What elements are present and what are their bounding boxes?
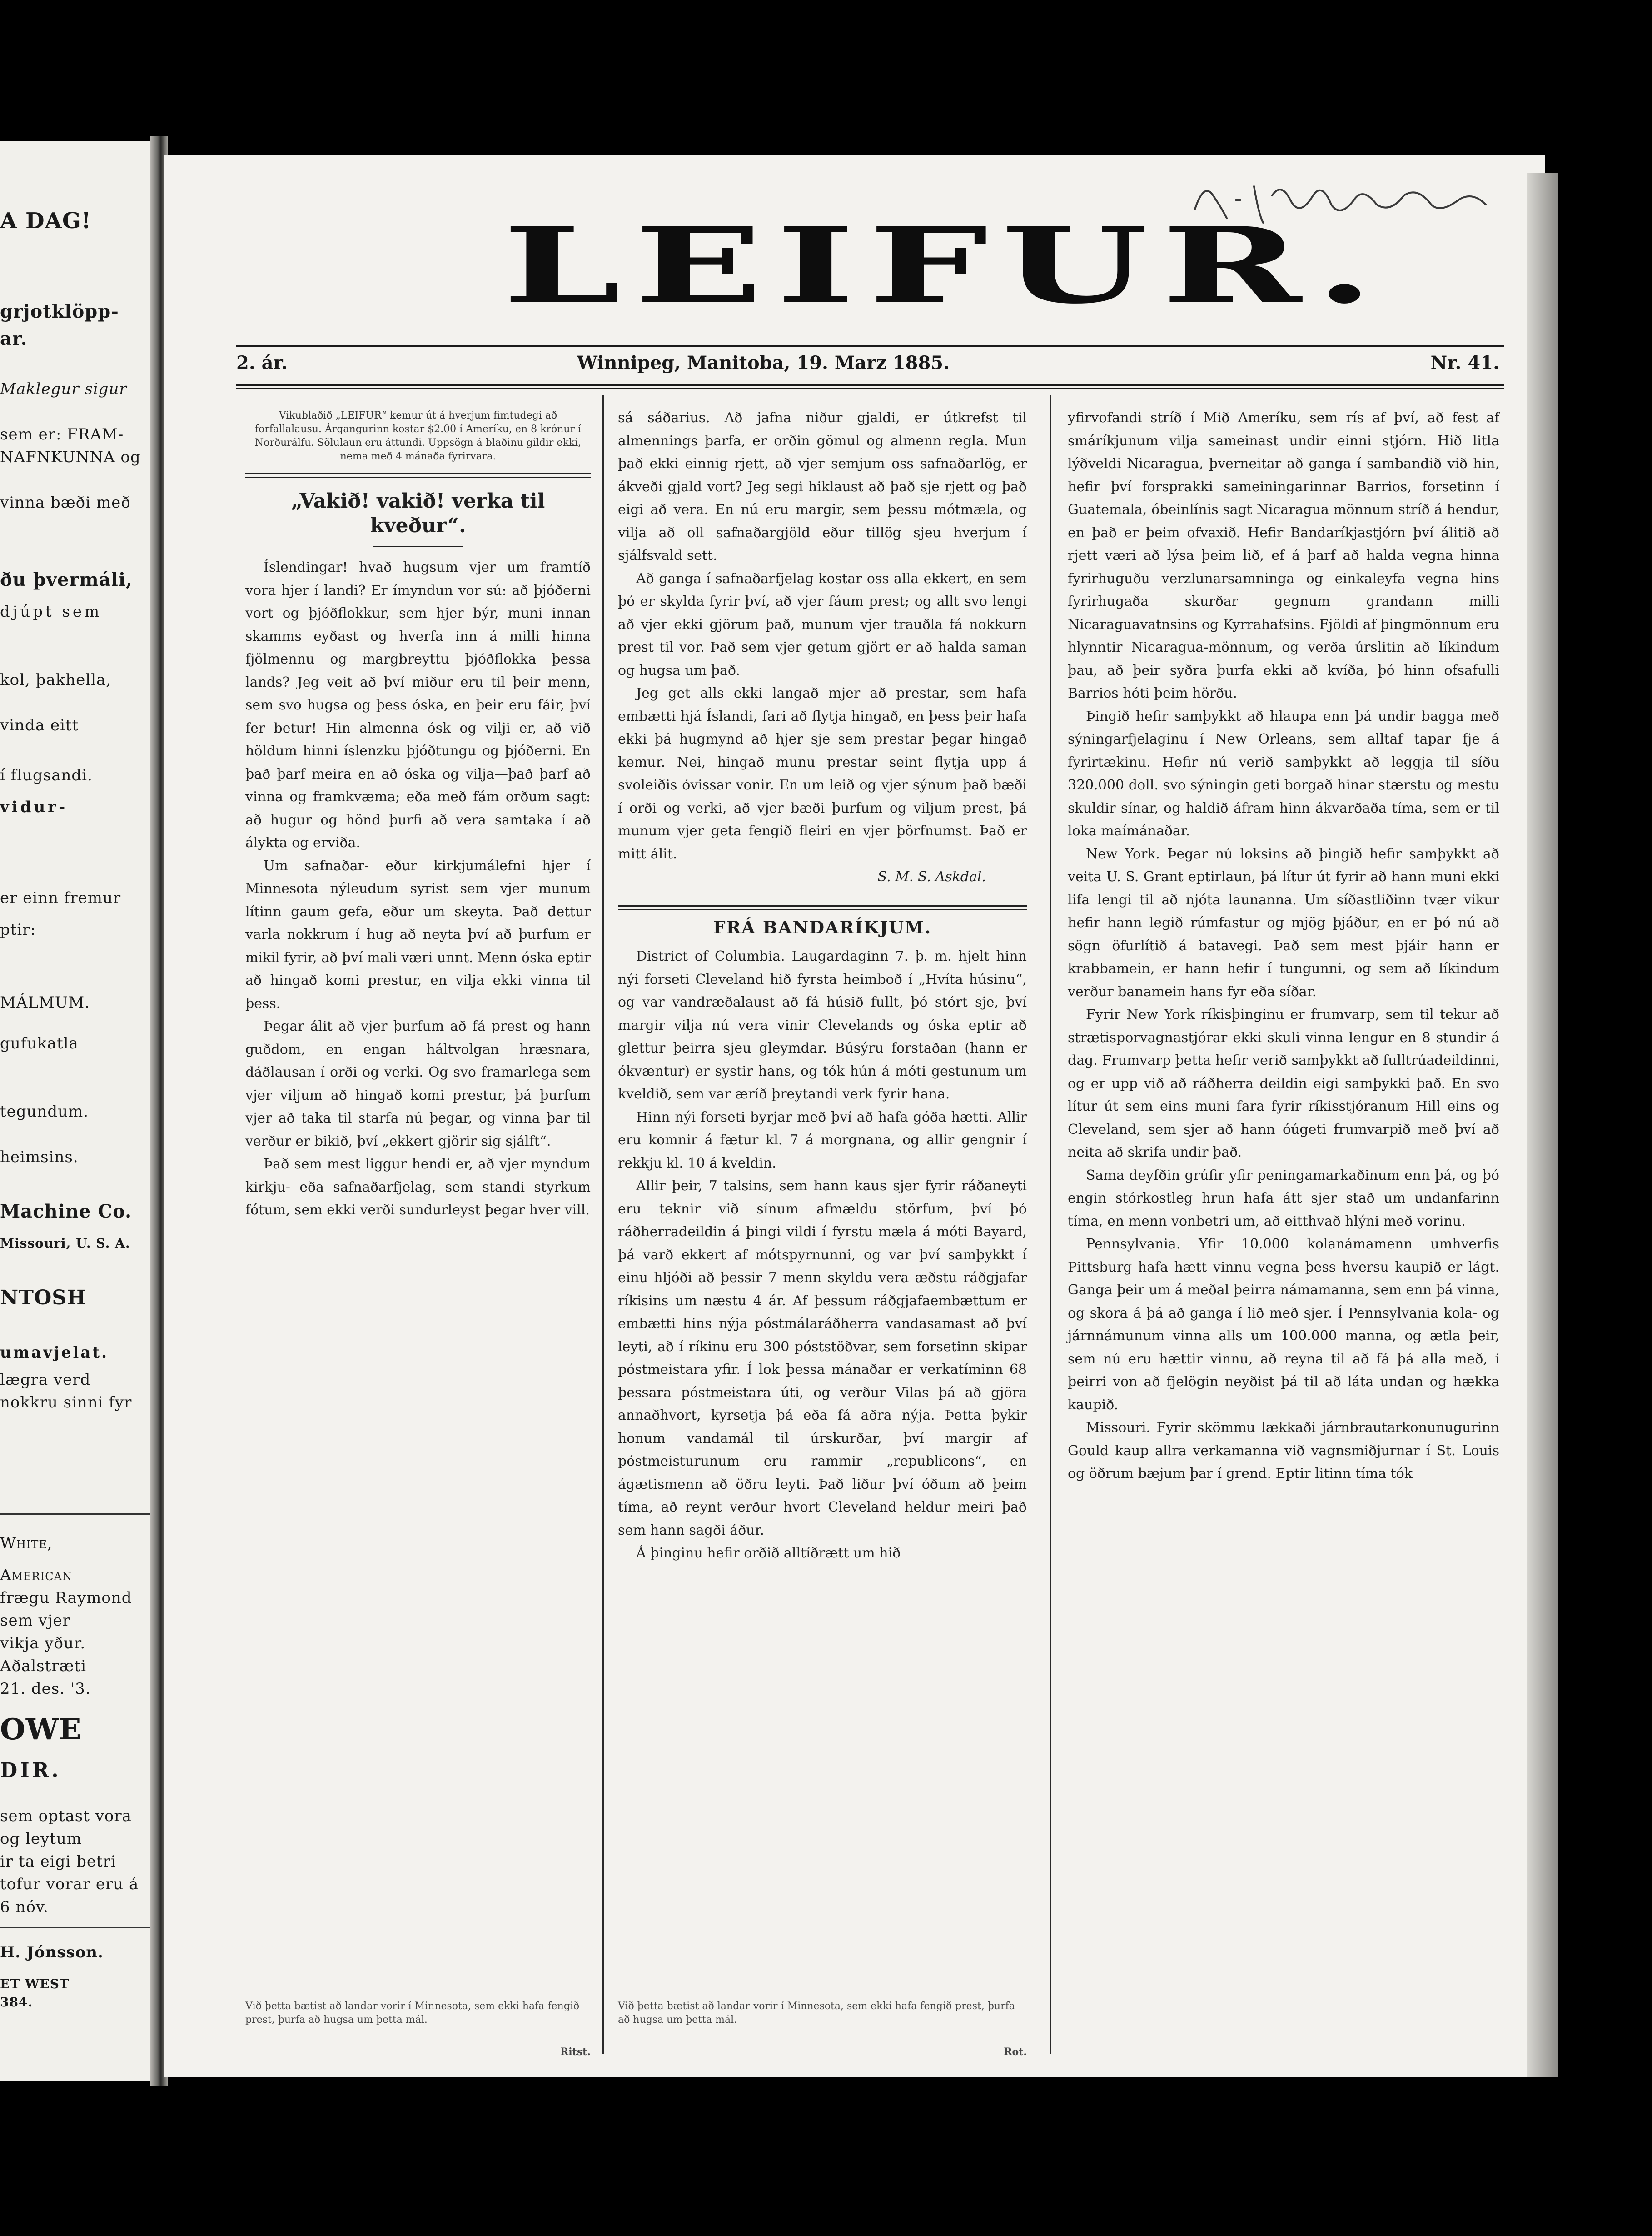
left-page-line: A DAG! — [0, 208, 91, 234]
article-paragraph: Pennsylvania. Yfir 10.000 kolanámamenn umhverfis Pittsburg hafa hætt vinnu vegna þess hversu kaupið er lágt. Ganga þeir um á meðal þeirra námamanna, sem enn þá vinna, og skora á þá að ganga í lið með sjer. Í Pennsylvania kola- og járnnámunum vinna alls um 100.000 manna, og ætla þeir, sem nú eru hættir vinnu, að reyna til að fá þá alla með, í þeirri von að fjelögin neyðist þá til að láta undan og hækka kaupið. — [1068, 1236, 1499, 1413]
left-page-line: NAFNKUNNA og — [0, 448, 141, 466]
column-3 — [1068, 407, 1499, 1486]
left-page-line: 6 nóv. — [0, 1898, 49, 1916]
article-paragraph: Þegar álit að vjer þurfum að fá prest og hann guðdom, en engan háltvolgan hræsnara, dáðlausan í orði og verki. Og svo framarlega sem vjer viljum að hingað komi prestur, þá þurfum vjer að taka til starfa nú þegar, og vinna þar til verður er bikið, því „ekkert gjörir sig sjálft“. — [245, 1018, 591, 1149]
left-page-line: vinna bæði með — [0, 494, 131, 512]
left-page-line: kol, þakhella, — [0, 671, 112, 689]
left-page-line: ptir: — [0, 921, 36, 939]
article-paragraph: District of Columbia. Laugardaginn 7. þ. m. hjelt hinn nýi forseti Cleveland hið fyrsta heimboð í „Hvíta húsinu“, og var vandræðalaust að fá húsið fullt, þó stórt sje, því margir vilja nú vera vinir Clevelands og óska eptir að glettur þeirra sjeu gleymdar. Búsýru forstaðan (hann er ókvæntur) er systir hans, og tók hún á móti gestunum um kveldið, sem var æríð þreytandi verk fyrir hana. — [618, 948, 1027, 1102]
footnote-sign: Rot. — [1004, 2046, 1027, 2058]
dateline — [236, 352, 1508, 379]
left-page-line: White, — [0, 1534, 53, 1552]
left-page-line: grjotklöpp- — [0, 301, 119, 322]
column-1 — [245, 409, 591, 1222]
footnote: Við þetta bætist að landar vorir í Minnesota, sem ekki hafa fengið prest, þurfa að hugsa um þetta mál. — [618, 2001, 1015, 2026]
left-page-line: sem vjer — [0, 1612, 70, 1630]
left-page-line: djúpt sem — [0, 603, 102, 621]
left-page-line: nokkru sinni fyr — [0, 1393, 132, 1412]
masthead-title: LEIFUR. — [503, 205, 1388, 327]
subscription-notice: Vikublaðið „LEIFUR“ kemur út á hverjum fimtudegi að forfallalausu. Árgangurinn kostar $2.00 í Ameríku, en 8 krónur í Norðurálfu. Sölulaun eru áttundi. Uppsögn á blaðinu gildir ekki, nema með 4 mánaða fyrirvara. — [254, 410, 582, 462]
left-page-line: Maklegur sigur — [0, 380, 127, 398]
article-paragraph: New York. Þegar nú loksins að þingið hefir samþykkt að veita U. S. Grant eptirlaun, þá lítur út fyrir að hann muni ekki lifa lengi til að njóta launanna. Um síðastliðinn tvær vikur hefir hann legið rúmfastur og mjög þjáður, en er þó nú að sögn öfurlítið á batavegi. Það sem mest þjáir hann er krabbamein, er hann hefir í tungunni, og sem að líkindum verður banamein hans fyr eða síðar. — [1068, 846, 1499, 1000]
left-page-line: tofur vorar eru á — [0, 1875, 139, 1893]
left-page-line: ðu þvermáli, — [0, 569, 133, 590]
article-paragraph: Þingið hefir samþykkt að hlaupa enn þá undir bagga með sýningarfjelaginu í New Orleans, sem alltaf tapar fje á fyrirtækinu. Hefir nú verið samþykkt að leggja til síðu 320.000 doll. svo sýningin geti borgað hinar stærstu og mestu skuldir sínar, og haldið áfram hinn ákvarðaða tíma, sem er til loka maímánaðar. — [1068, 708, 1499, 839]
left-page-line: MÁLMUM. — [0, 993, 90, 1012]
left-page-line: í flugsandi. — [0, 766, 93, 784]
article-paragraph: Það sem mest liggur hendi er, að vjer myndum kirkju- eða safnaðarfjelag, sem standi styrkum fótum, sem ekki verði sundurleyst þegar hver vill. — [245, 1156, 591, 1218]
left-page-line: 384. — [0, 1995, 33, 2010]
article-title: „Vakið! vakið! verka til kveður“. — [291, 489, 545, 537]
left-page-line: frægu Raymond — [0, 1589, 132, 1607]
article-paragraph: Íslendingar! hvað hugsum vjer um framtíð vora hjer í landi? Er ímyndun vor sú: að þjóðerni vort og þjóðflokkur, sem hjer býr, muni innan skamms eyðast og hverfa inn á milli hinna fjölmennu og margbreyttu þjóðflokka þessa lands? Jeg veit að því miður eru til þeir menn, sem svo hugsa og þess óska, en þeir eru fáir, því fer betur! Hin almenna ósk og vilji er, að við höldum hinni íslenzku þjóðtungu og þjóðerni. En það þarf meira en að óska og vilja—það þarf að vinna og framkvæma; eða með fám orðum sagt: að hugur og hönd þurfi að vera samtaka í að ályktа og erviða. — [245, 559, 591, 851]
left-page-line: sem optast vora — [0, 1807, 132, 1825]
article-paragraph: Um safnaðar- eður kirkjumálefni hjer í Minnesota nýleudum syrist sem vjer munum lítinn gaum gefa, eður um skeyta. Það dettur varla nokkrum í hug að neyta því að þurfum er mikil fyrir, að því mali væri unnt. Menn óska eptir að hingað komi prestur, en vilja ekki vinna til þess. — [245, 858, 591, 1012]
left-page-fragment — [0, 141, 157, 2081]
left-page-line: Machine Co. — [0, 1201, 132, 1222]
article-paragraph: Hinn nýi forseti byrjar með því að hafa góða hætti. Allir eru komnir á fætur kl. 7 á morgnana, og allir gengnir í rekkju kl. 10 á kveldin. — [618, 1109, 1027, 1171]
left-page-line: lægra verd — [0, 1371, 91, 1389]
left-page-line: DIR. — [0, 1759, 61, 1782]
left-page-line: vidur- — [0, 798, 68, 816]
left-page-line: sem er: FRAM- — [0, 425, 124, 444]
left-page-line: ar. — [0, 328, 28, 349]
issue-number: Nr. 41. — [1430, 352, 1499, 374]
left-page-line: Missouri, U. S. A. — [0, 1236, 130, 1251]
left-page-line: H. Jónsson. — [0, 1943, 104, 1961]
left-page-line: umavjelat. — [0, 1343, 109, 1362]
article-paragraph: Fyrir New York ríkisþinginu er frumvarp, sem til tekur að strætisporvagnastjórar ekki skuli vinna lengur en 8 stundir á dag. Frumvarp þetta hefir verið samþykkt að fulltrúadeildinni, og er upp við að ráðherra deildin eigi samþykki það. En svo lítur út sem eins muni fara fyrir ríkisstjóranum Hill eins og Cleveland, sem sjer að hann óúgeti frumvarpið með því að neita að skrifa undir það. — [1068, 1007, 1499, 1160]
newspaper-page — [164, 155, 1545, 2077]
left-page-line: heimsins. — [0, 1148, 79, 1166]
article-paragraph: Allir þeir, 7 talsins, sem hann kaus sjer fyrir ráðaneyti eru teknir við sínum afmældu störfum, því þó ráðherradeildin á þingi vildi í fyrstu mæla á móti Bayard, þá varð ekkert af mótspyrnunni, og var því samþykkt í einu hljóði að þessir 7 menn skyldu vera æðstu ráðgjafar ríkisins um næstu 4 ár. Af þessum ráðgjafaembættum er embætti hins nýja póstmálaráðherra vandasamast að því leyti, að í ríkinu eru 300 póststöðvar, sem forsetinn skipar póstmeistara yfir. Í lok þessa mánaðar er verkatíminn 68 þessara póstmeistara úti, og verður Vilas þá að gjöra annaðhvort, kyrsetja þá eða fá aðra nýja. Þetta þykir honum vandamál til úrskurðar, því margir af póstmeisturunum eru rammir „republicons“, en ágætismenn að öðru leyti. Það liður því óðum að þeim tíma, að reynt verður hvort Cleveland heldur meiri það sem hann sagði áður. — [618, 1178, 1027, 1538]
page-edge — [1527, 173, 1558, 2077]
left-page-line: American — [0, 1566, 72, 1584]
left-page-line: og leytum — [0, 1830, 82, 1848]
column-2 — [618, 407, 1027, 1565]
left-page-line: OWE — [0, 1712, 82, 1747]
article-paragraph: Jeg get alls ekki langað mjer að prestar, sem hafa embætti hjá Íslandi, fari að flytja hingað, en þess þeir hafa ekki þá hugmynd að hjer sje sem prestar þegar hingað kemur. Nei, hingað munu prestar seint flytja upp á svoleiðis óvissar vonir. En um leið og vjer sýnum það bæði í orði og verki, að vjer bæði þurfum og viljum prest, þá munum vjer geta fengið fleiri en vjer þörfnumst. Það er mitt álit. — [618, 685, 1027, 862]
footnote-sign: Ritst. — [560, 2046, 591, 2058]
article-paragraph: yfirvofandi stríð í Mið Ameríku, sem rís af því, að fest af smáríkjunum vilja sameinast undir einni stjórn. Hið litla lýðveldi Nicaragua, þverneitar að ganga í sambandið við hin, hefir því forsprakki sameiningarinnar Barrios, forsetinn í Guatemala, óbeinlínis sagt Nicaragua mönnum stríð á hendur, en það er þeim ofvaxið. Hefir Bandaríkjastjórn því álitið að rjett væri að lýsa þeim lið, ef á þarf að halda vegna hinna fyrirhuguðu verzlunarsamninga og einkaleyfa vegna hins fyrirhugaða skurðar gegnum grandann milli Nicaraguavatnsins og Kyrrahafsins. Fjöldi af þingmönnum eru hlynntir Nicaragua-mönnum, og verða úrslitin að líkindum þau, að þeir syðra þurfa ekki að kvíða, þó hinn ofsafulli Barrios hóti þeim hörðu. — [1068, 410, 1499, 701]
left-page-line: Aðalstræti — [0, 1657, 87, 1675]
article-paragraph: Á þinginu hefir orðið alltíðrætt um hið — [636, 1545, 901, 1561]
left-page-line: er einn fremur — [0, 889, 121, 907]
left-page-line: tegundum. — [0, 1103, 89, 1121]
article-paragraph: Sama deyfðin grúfir yfir peningamarkaðinum enn þá, og þó engin stórkostleg hrun hafa átt sjer stað um undanfarinn tíma, en menn vonbetri um, að eitthvað hlýni með vorinu. — [1068, 1167, 1499, 1229]
left-page-line: vinda eitt — [0, 716, 79, 734]
article-paragraph: sá sáðarius. Að jafna niður gjaldi, er útkrefst til almennings þarfa, er orðin gömul og almenn regla. Mun það ekki einnig rjett, að vjer semjum oss safnaðarlög, er ákveði gjald vort? Jeg segi hiklaust að það sje rjett og það eigi að vera. En nú eru margir, sem þessu mótmæla, og vilja að oll safnaðargjöld eður tillög sjeu hverjum í sjálfsvald sett. — [618, 410, 1027, 564]
issue-year: 2. ár. — [236, 352, 288, 374]
left-page-line: ET WEST — [0, 1976, 70, 1991]
footnote: Við þetta bætist að landar vorir í Minnesota, sem ekki hafa fengið prest, þurfa að hugsa um þetta mál. — [245, 2001, 580, 2026]
left-page-line: gufukatla — [0, 1034, 79, 1053]
left-page-line: NTOSH — [0, 1286, 86, 1309]
section-title: FRÁ BANDARÍKJUM. — [713, 917, 932, 938]
left-page-line: vikja yður. — [0, 1634, 86, 1652]
article-paragraph: Að ganga í safnaðarfjelag kostar oss alla ekkert, en sem þó er skylda fyrir því, að vjer fáum prest; og allt svo lengi að vjer ekki gjörum það, munum vjer trauðla fá nokkurn prest til vor. Það sem vjer getum gjört er að halda saman og hugsa um það. — [618, 570, 1027, 679]
article-signoff: S. M. S. Askdal. — [877, 869, 986, 885]
article-paragraph: Missouri. Fyrir skömmu lækkaði járnbrautarkonunugurinn Gould kaup allra verkamanna við vagnsmiðjurnar í St. Louis og öðrum bæjum þar í grend. Eptir litinn tíma tók — [1068, 1420, 1499, 1482]
left-page-line: ir ta eigi betri — [0, 1852, 116, 1871]
left-page-line: 21. des. '3. — [0, 1680, 91, 1698]
issue-place-date: Winnipeg, Manitoba, 19. Marz 1885. — [577, 352, 950, 374]
